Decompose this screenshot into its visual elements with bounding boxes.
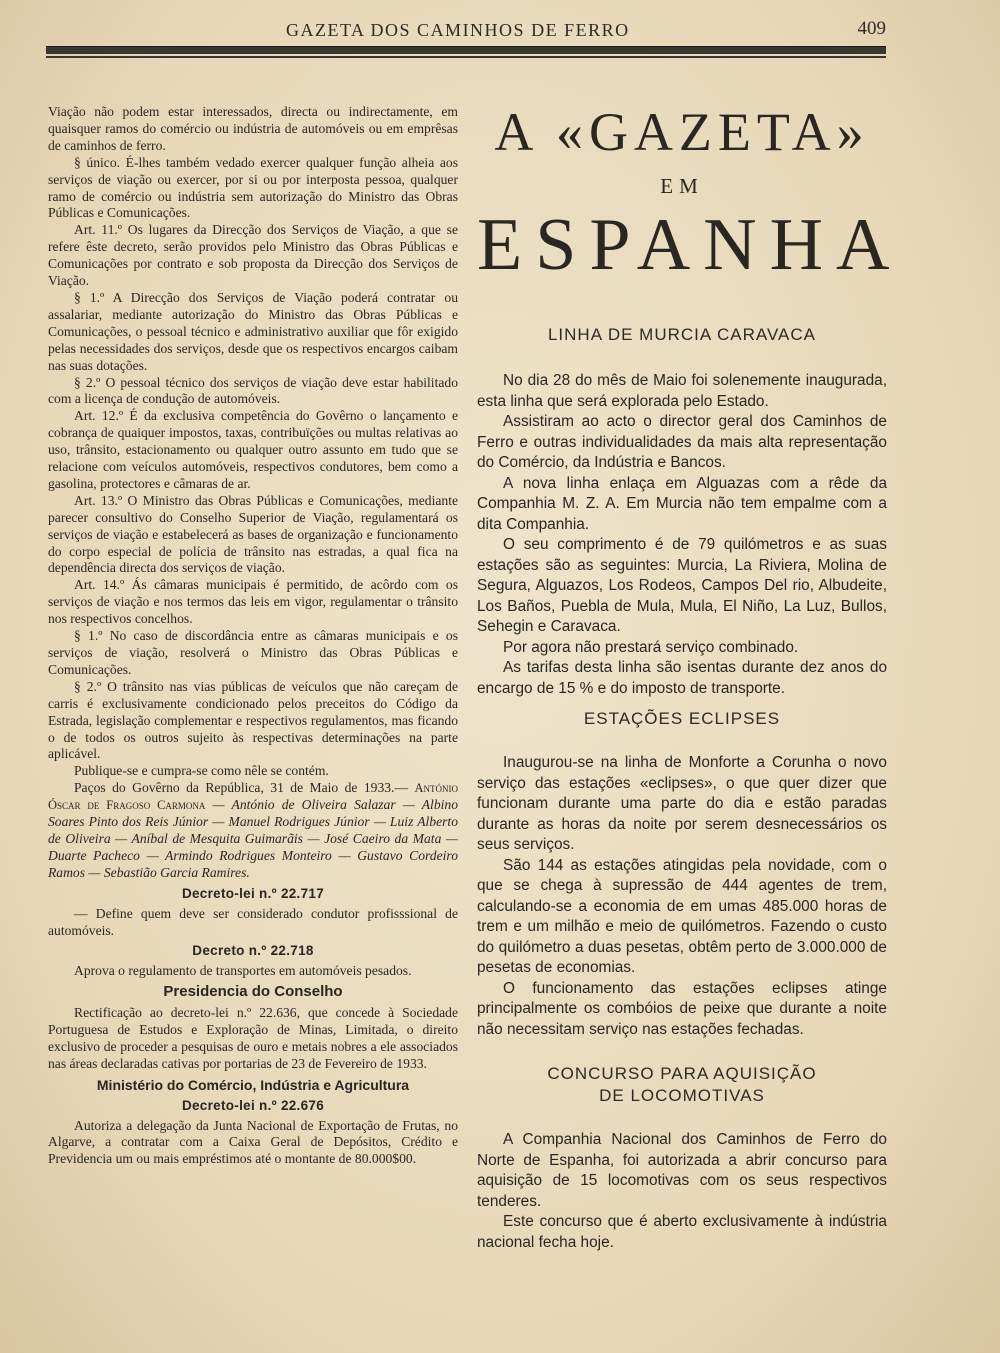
paragraph: § 2.º O pessoal técnico dos serviços de viação deve estar habilitado com a licença de condução de automóveis.	[48, 374, 458, 407]
paragraph: — Define quem deve ser considerado condutor profisssional de automóveis.	[48, 905, 458, 938]
section-heading: LINHA DE MURCIA CARAVACA	[547, 325, 817, 344]
paragraph: O seu comprimento é de 79 quilómetros e as suas estações são as seguintes: Murcia, La Riviera, Molina de Segura, Alguazos, Los Rodeos, Campos Del rio, Albudeite, Los Baños, Puebla de Mula, Mula, El Niño, La Luz, Bullos, Sehegin e Caravaca.	[477, 536, 887, 635]
running-header	[46, 18, 886, 48]
section-heading: ESTAÇÕES ECLIPSES	[583, 709, 781, 728]
paragraph: Viação não podem estar interessados, directa ou indirectamente, em quaisquer ramos do comércio ou indústria de automóveis ou em emprêsas de caminhos de ferro.	[48, 104, 458, 153]
ministry-heading: Ministério do Comércio, Indústria e Agricultura	[96, 1076, 410, 1093]
article-title-espanha: ESPANHA	[477, 204, 903, 286]
paragraph: § 2.º O trânsito nas vias públicas de veículos que não careçam de carris é exclusivamente condicionado pelos preceitos do Código da Estrada, legislação complementar e respectivos regulamentos, mas ficando o de todos os outros sujeito às respectivas determinações na parte aplicável.	[48, 678, 458, 762]
paragraph: Art. 14.º Ás câmaras municipais é permitido, de acôrdo com os serviços de viação e nos termos das leis em vigor, regulamentar o trânsito nos respectivos concelhos.	[48, 577, 458, 627]
paragraph: As tarifas desta linha são isentas durante dez anos do encargo de 15 % e do imposto de transporte.	[477, 659, 887, 697]
signature-list: — António de Oliveira Salazar — Albino Soares Pinto dos Reis Júnior — Manuel Rodrigues Júnior — Luiz Alberto de Oliveira — Aníbal de Mesquita Guimarãis — José Caeiro da Mata — Duarte Pacheco — Armindo Rodrigues Monteiro — Gustavo Cordeiro Ramos — Sebastião Garcia Ramires.	[48, 797, 458, 880]
section-heading: CONCURSO PARA AQUISIÇÃO	[547, 1064, 817, 1083]
paragraph: A nova linha enlaça em Alguazas com a rêde da Companhia M. Z. A. Em Murcia não tem empalme com a dita Companhia.	[477, 474, 887, 533]
paragraph: Por agora não prestará serviço combinado.	[503, 638, 799, 656]
paragraph: § 1.º No caso de discordância entre as câmaras municipais e os serviços de viação, resolverá o Ministro das Obras Públicas e Comunicações.	[48, 628, 458, 677]
page-number: 409	[857, 18, 886, 39]
journal-title: GAZETA DOS CAMINHOS DE FERRO	[286, 20, 630, 40]
paragraph: § 1.º A Direcção dos Serviços de Viação poderá contratar ou assalariar, mediante autorização do Ministro das Obras Públicas e Comunicações, o pessoal técnico e administrativo auxiliar que fôr exigido pelas necessidades dos serviços, desde que os respectivos encargos caibam nas suas dotações.	[48, 289, 458, 373]
decree-heading: Decreto-lei n.º 22.676	[181, 1097, 325, 1113]
paragraph: Publique-se e cumpra-se como nêle se contém.	[74, 763, 329, 779]
header-rule-thin	[46, 56, 886, 58]
paragraph: Art. 13.º O Ministro das Obras Públicas e Comunicações, mediante parecer consultivo do Conselho Superior de Viação, regulamentará os serviços de viação e estabelecerá as bases de organização e funcionamento do corpo especial de polícia de trânsito nas estradas, a qual fica na dependência directa dos serviços de viação.	[48, 492, 458, 576]
decree-heading: Decreto n.º 22.718	[192, 943, 314, 959]
paragraph: Autoriza a delegação da Junta Nacional de Exportação de Frutas, no Algarve, a contratar com a Caixa Geral de Depósitos, Crédito e Previdencia um ou mais empréstimos até o montante de 80.000$00.	[48, 1117, 458, 1167]
paragraph: No dia 28 do mês de Maio foi solenemente inaugurada, esta linha que será explorada pelo Estado.	[477, 372, 887, 410]
decree-heading: Decreto-lei n.º 22.717	[181, 885, 325, 901]
paragraph: A Companhia Nacional dos Caminhos de Ferro do Norte de Espanha, foi autorizada a abrir concurso para aquisição de 15 locomotivas com os seus respectivos tenderes.	[477, 1131, 887, 1210]
paragraph: Assistiram ao acto o director geral dos Caminhos de Ferro e outras individualidades da mais alta representação do Comércio, da Indústria e Bancos.	[477, 413, 887, 471]
paragraph: Art. 12.º É da exclusiva competência do Govêrno o lançamento e cobrança de quaiquer impostos, taxas, contribuïções ou multas relativas ao uso, trânsito, estacionamento ou qualquer outro assunto em tudo que se relacione com veículos automóveis, respectivos condutores, bem como a gasolina, protectores e câmaras de ar.	[48, 408, 458, 491]
paragraph: § único. É-lhes também vedado exercer qualquer função alheia aos serviços de viação ou exercer, por si ou por interposta pessoa, qualquer ramo de comércio ou indústria sem autorização do Ministro das Obras Públicas e Comunicações.	[48, 154, 458, 221]
section-heading: Presidencia do Conselho	[163, 983, 343, 1001]
paragraph: O funcionamento das estações eclipses atinge principalmente os combóios de peixe que durante a noite não necessitam serviço nas estações fechadas.	[477, 979, 887, 1038]
article-title: A «GAZETA»	[494, 102, 870, 162]
signatures-paragraph	[48, 780, 458, 881]
paragraph: Aprova o regulamento de transportes em automóveis pesados.	[74, 963, 412, 979]
header-rule	[46, 46, 886, 54]
paragraph: Rectificação ao decreto-lei n.º 22.636, que concede à Sociedade Portuguesa de Estudos e Exploração de Minas, Limitada, o direito exclusivo de proceder a pesquisas de ouro e metais nobres a ele associados nas áreas declaradas cativas por portarias de 23 de Fevereiro de 1933.	[48, 1005, 458, 1071]
article-title-em: EM	[660, 174, 704, 198]
signature-date: Paços do Govêrno da República, 31 de Maio de 1933.—	[74, 780, 415, 796]
paragraph: Inaugurou-se na linha de Monforte a Corunha o novo serviço das estações «eclipses», o que quer dizer que funcionam durante uma parte do dia e estão paradas durante as horas da noite por serem desnecessários os seus serviços.	[477, 754, 887, 853]
right-column	[477, 102, 903, 1253]
paragraph: São 144 as estações atingidas pela novidade, com o que se chega à supressão de 444 agentes de trem, calculando-se a economia de em umas 485.000 horas de trem e um milhão e meio de quilómetros. Fazendo o custo do quilómetro a duas pesetas, obtêm perto de 3.000.000 de pesetas de economias.	[477, 856, 887, 976]
section-heading-line2: DE LOCOMOTIVAS	[599, 1086, 765, 1105]
paragraph: Art. 11.º Os lugares da Direcção dos Serviços de Viação, a que se refere êste decreto, serão providos pelo Ministro das Obras Públicas e Comunicações por contrato e sob proposta da Direcção dos Serviços de Viação.	[48, 222, 458, 289]
signature-president: António Óscar de Fragoso Carmona	[48, 781, 458, 813]
left-column	[48, 104, 458, 1168]
paragraph: Este concurso que é aberto exclusivamente à indústria nacional fecha hoje.	[477, 1213, 887, 1251]
